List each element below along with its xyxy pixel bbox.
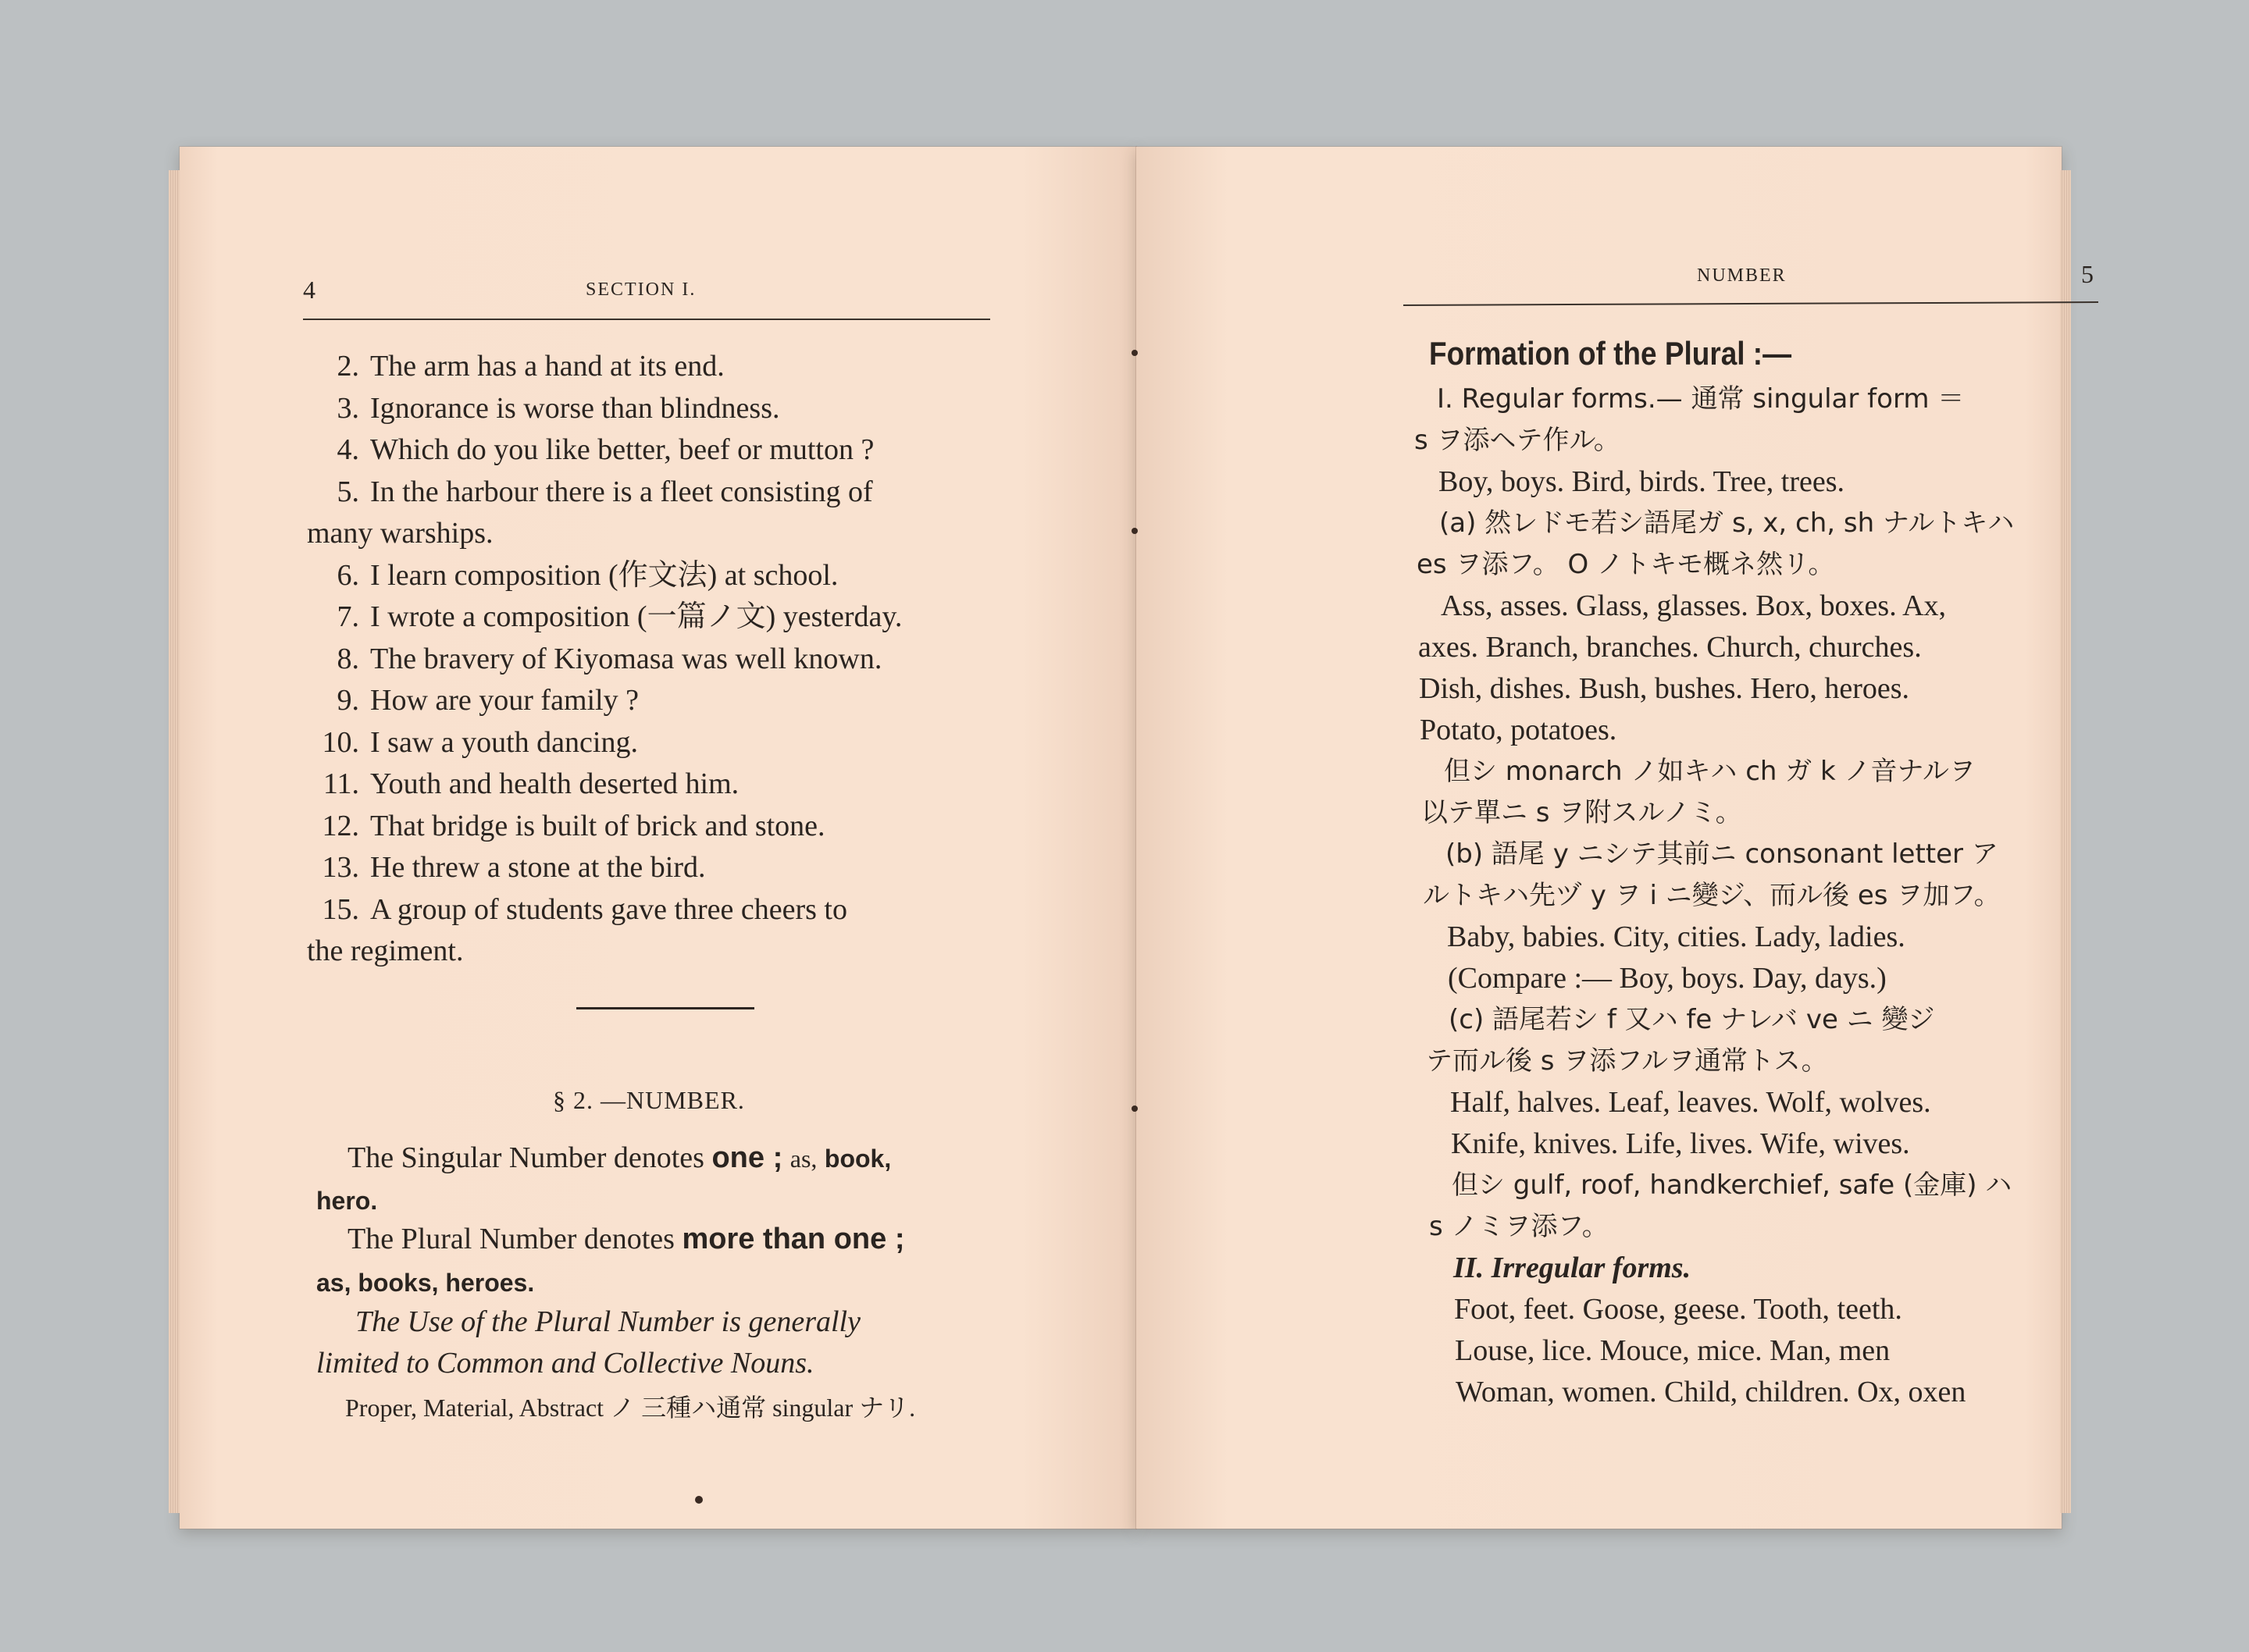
exercise-line [319,556,1006,595]
rule-line: (a) 然レドモ若シ語尾ガ s, x, ch, sh ナルトキハ [1439,507,2015,539]
exercise-text: Which do you like better, beef or mutton ? [370,433,875,466]
exercise-line [319,389,1006,428]
definition-emphasis: more than one ; [682,1223,905,1255]
exercise-line [319,848,1006,887]
exercise-line [319,597,1006,636]
exercise-number: 2. [337,350,359,383]
usage-rule-line: The Use of the Plural Number is generally [355,1305,861,1338]
open-book [180,147,2094,1529]
exercise-text: many warships. [307,517,494,550]
section-title: § 2. —NUMBER. [553,1086,745,1114]
exercise-text: How are your family ? [370,684,639,717]
binding-mark [1132,528,1138,534]
section-divider [576,1007,754,1009]
page-number: 4 [303,276,315,304]
exercise-number: 9. [337,684,359,717]
rule-line: I. Regular forms.— 通常 singular form ＝ [1437,383,1965,415]
exercise-text: I wrote a composition (一篇ノ文) yesterday. [370,600,903,633]
binding-mark [695,1496,703,1504]
exercise-line [319,472,1006,511]
section-heading: Formation of the Plural :— [1429,335,1792,372]
exercise-number: 11. [323,767,359,800]
exercise-number: 4. [337,433,359,466]
definition-text: The Plural Number denotes [348,1223,675,1255]
exercise-line [319,681,1006,720]
exercise-line [319,806,1006,846]
usage-note: Proper, Material, Abstract ノ 三種ハ通常 singular ナリ. [345,1394,916,1422]
rule-line: (c) 語尾若シ f 又ハ fe ナレバ ve ニ 變ジ [1449,1004,1935,1035]
exercise-number: 13. [322,851,359,884]
rule-line: 但シ gulf, roof, handkerchief, safe (金庫) ハ [1452,1170,2012,1201]
binding-mark [1132,1105,1138,1112]
rule-line: s ヲ添ヘテ作ル。 [1414,425,1620,456]
header-rule [1403,301,2098,306]
plural-example: as, books, heroes. [316,1269,535,1297]
rule-line: Louse, lice. Mouce, mice. Man, men [1455,1334,1891,1367]
rule-line: II. Irregular forms. [1453,1251,1691,1284]
exercise-line [319,890,1006,929]
exercise-line [319,723,1006,762]
running-head: SECTION I. [586,279,697,300]
singular-definition [348,1138,891,1178]
exercise-line [319,639,1006,678]
exercise-text: Ignorance is worse than blindness. [370,391,780,425]
exercise-number: 6. [337,558,359,592]
example-word: book, [824,1145,892,1173]
exercise-number: 12. [322,809,359,842]
page-edges [169,170,180,1513]
rule-line: Potato, potatoes. [1420,714,1617,746]
rule-line: 但シ monarch ノ如キハ ch ガ k ノ音ナルヲ [1444,756,1976,787]
rule-line: Dish, dishes. Bush, bushes. Hero, heroes. [1419,672,1910,705]
exercise-number: 3. [337,391,359,425]
binding-mark [1132,350,1138,356]
rule-line: テ而ル後 s ヲ添フルヲ通常トス。 [1426,1045,1828,1077]
exercise-line [319,764,1006,803]
rule-line: axes. Branch, branches. Church, churches. [1418,631,1922,664]
exercise-text: I saw a youth dancing. [370,725,638,759]
running-head: NUMBER [1697,265,1787,286]
exercise-text: I learn composition (作文法) at school. [370,558,839,592]
usage-rule-line: limited to Common and Collective Nouns. [316,1347,814,1380]
exercise-line [307,931,994,970]
exercise-number: 10. [322,725,359,759]
exercise-line [319,430,1006,469]
page-number: 5 [2081,260,2094,288]
rule-line: es ヲ添フ。 O ノトキモ概ネ然リ。 [1417,549,1835,580]
rule-line: Woman, women. Child, children. Ox, oxen [1456,1376,1966,1408]
definition-emphasis: one ; [711,1141,783,1174]
rule-line: Ass, asses. Glass, glasses. Box, boxes. Ax, [1441,589,1947,622]
rule-line: 以テ單ニ s ヲ附スルノミ。 [1421,797,1742,828]
rule-line: s ノミヲ添フ。 [1429,1211,1609,1242]
rule-line: (Compare :— Boy, boys. Day, days.) [1448,962,1887,995]
exercise-number: 8. [337,642,359,675]
exercise-text: The arm has a hand at its end. [370,350,725,383]
exercise-number: 15. [322,892,359,926]
definition-text: The Singular Number denotes [348,1141,704,1174]
rule-line: Boy, boys. Bird, birds. Tree, trees. [1438,465,1845,498]
exercise-line [319,347,1006,386]
page-edges [2060,170,2071,1513]
exercise-text: The bravery of Kiyomasa was well known. [370,642,882,675]
exercise-number: 7. [337,600,359,633]
rule-line: Half, halves. Leaf, leaves. Wolf, wolves. [1450,1086,1931,1119]
rule-line: (b) 語尾 y ニシテ其前ニ consonant letter ア [1445,838,1998,870]
exercise-text: Youth and health deserted him. [370,767,740,800]
definition-text: as, [789,1145,818,1173]
rule-line: Foot, feet. Goose, geese. Tooth, teeth. [1454,1293,1902,1326]
exercise-text: That bridge is built of brick and stone. [370,809,825,842]
plural-definition [348,1219,904,1259]
rule-line: ルトキハ先ヅ y ヲ i ニ變ジ、而ル後 es ヲ加フ。 [1423,880,2001,911]
header-rule [303,319,990,320]
rule-line: Knife, knives. Life, lives. Wife, wives. [1451,1127,1910,1160]
exercise-text: He threw a stone at the bird. [370,851,706,884]
exercise-text: In the harbour there is a fleet consisting of [370,475,873,508]
right-page [1136,147,2094,1529]
exercise-number: 5. [337,475,359,508]
rule-line: Baby, babies. City, cities. Lady, ladies. [1447,920,1905,953]
singular-example: hero. [316,1187,378,1215]
exercise-text: the regiment. [307,935,464,967]
left-page [180,147,1136,1529]
exercise-text: A group of students gave three cheers to [370,892,847,926]
exercise-line [307,514,994,553]
